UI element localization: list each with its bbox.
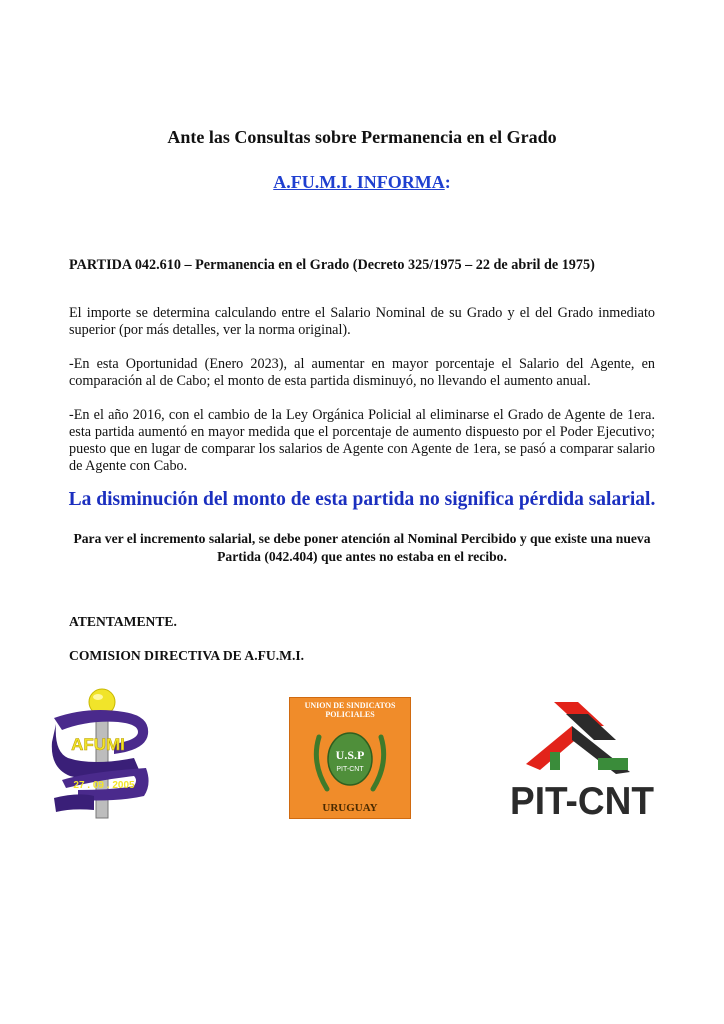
afumi-logo-date: 27 . 09 . 2005 — [73, 780, 135, 791]
usip-bottom-text: URUGUAY — [322, 802, 378, 814]
informa-heading — [0, 171, 724, 193]
usip-sub-badge-text: PIT-CNT — [336, 766, 364, 773]
paragraph-ley-organica: -En el año 2016, con el cambio de la Ley Orgánica Policial al eliminarse el Grado de Agente de 1era. esta partida aumentó en mayor medida que el porcentaje de aumento dispuesto por el Poder Ejecutivo; puesto que en lugar de comparar los salarios de Agente con Agente de 1era, se pasó a comparar salario de Agente con Cabo. — [69, 407, 655, 474]
usip-logo-graphic — [289, 697, 411, 819]
usip-top-text-1: UNION DE SINDICATOS — [304, 701, 396, 710]
usip-logo — [289, 697, 411, 819]
pitcnt-logo-graphic — [506, 696, 658, 818]
afumi-logo-graphic — [48, 688, 156, 820]
usip-top-text-2: POLICIALES — [325, 710, 375, 719]
highlight-statement: La disminución del monto de esta partida no significa pérdida salarial. — [68, 489, 656, 510]
document-title: Ante las Consultas sobre Permanencia en el Grado — [167, 127, 557, 147]
afumi-logo-text: AFUMI — [71, 735, 125, 754]
closing-text: ATENTAMENTE. — [69, 614, 177, 629]
usip-badge-text: U.S.P — [335, 748, 365, 762]
paragraph-importe: El importe se determina calculando entre el Salario Nominal de su Grado y el del Grado inmediato superior (por más detalles, ver la norma original). — [69, 305, 655, 338]
paragraph-oportunidad: -En esta Oportunidad (Enero 2023), al aumentar en mayor porcentaje el Salario del Agente, en comparación al de Cabo; el monto de esta partida disminuyó, no llevando el aumento anual. — [69, 356, 655, 389]
incremento-note: Para ver el incremento salarial, se debe poner atención al Nominal Percibido y que existe una nueva Partida (042.404) que antes no estaba en el recibo. — [73, 531, 651, 564]
afumi-logo — [48, 688, 156, 820]
pitcnt-logo-text: PIT-CNT — [510, 780, 655, 818]
partida-heading: PARTIDA 042.610 – Permanencia en el Grado (Decreto 325/1975 – 22 de abril de 1975) — [69, 257, 595, 273]
pitcnt-logo — [506, 696, 658, 818]
informa-link[interactable]: A.FU.M.I. INFORMA — [273, 172, 445, 192]
signature-text: COMISION DIRECTIVA DE A.FU.M.I. — [69, 648, 305, 663]
informa-colon: : — [444, 172, 451, 192]
